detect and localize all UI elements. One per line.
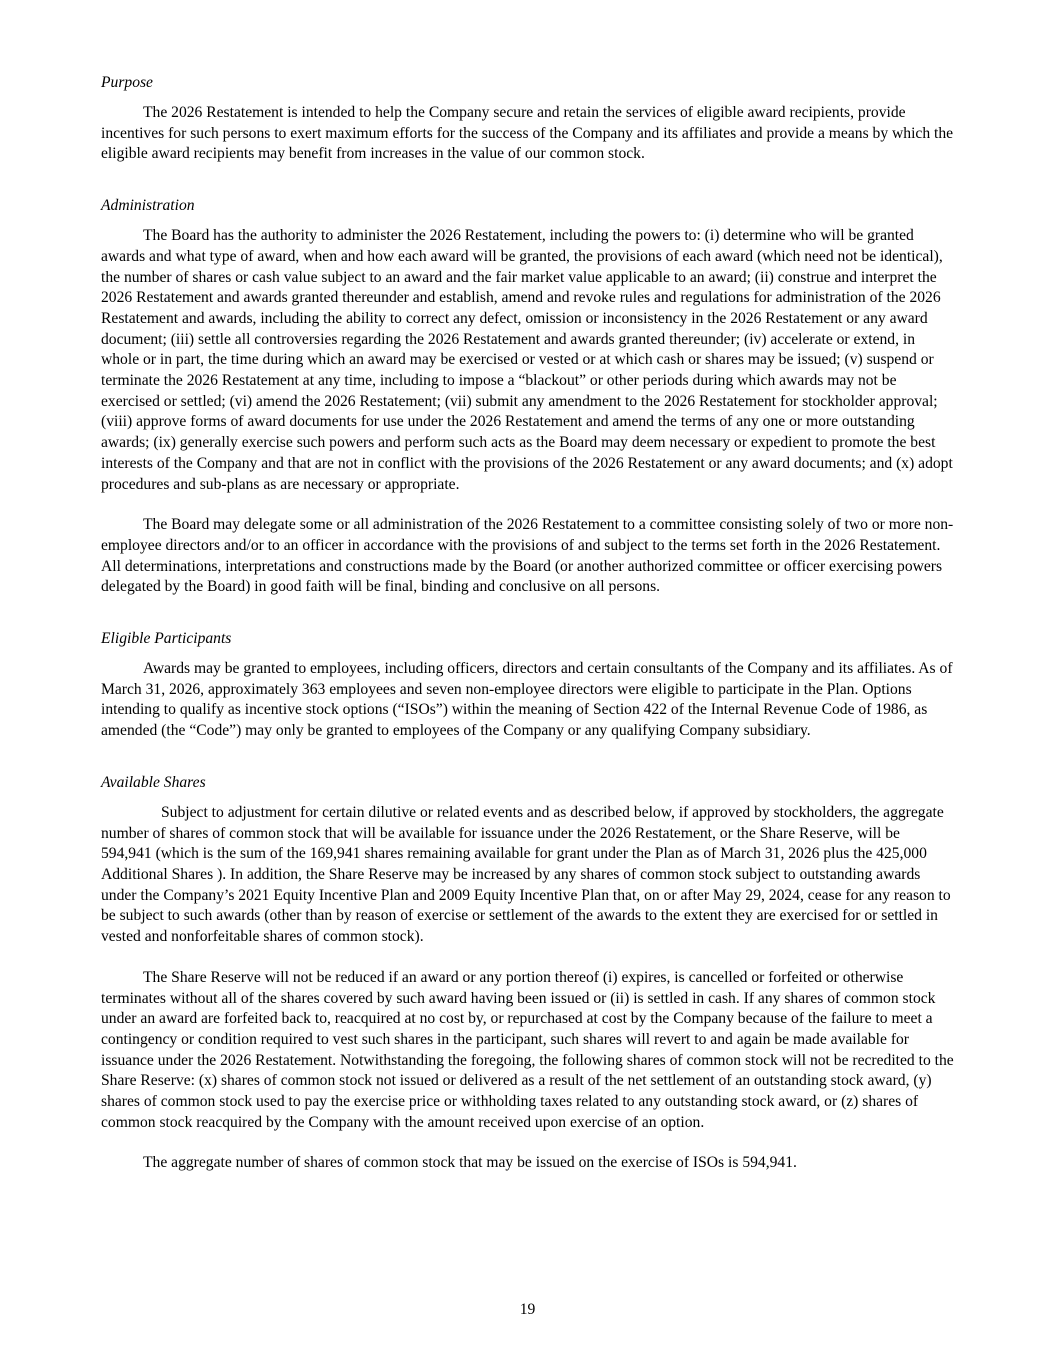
administration-paragraph-powers: The Board has the authority to administer the 2026 Restatement, including the powers to: (i) determine who will be granted awards and what type of award, when and how each award will be granted, the provisions of each award (which need not be identical), the number of shares or cash value subject to an award and the fair market value applicable to an award; (ii) construe and interpret the 2026 Restatement and awards granted thereunder and establish, amend and revoke rules and regulations for administration of the 2026 Restatement and awards, including the ability to correct any defect, omission or inconsistency in the 2026 Restatement or any award document; (iii) settle all controversies regarding the 2026 Restatement and awards granted thereunder; (iv) accelerate or extend, in whole or in part, the time during which an award may be exercised or vested or at which cash or shares may be issued; (v) suspend or terminate the 2026 Restatement at any time, including to impose a “blackout” or other periods during which awards may not be exercised or settled; (vi) amend the 2026 Restatement; (vii) submit any amendment to the 2026 Restatement for stockholder approval; (viii) approve forms of award documents for use under the 2026 Restatement and amend the terms of any one or more outstanding awards; (ix) generally exercise such powers and perform such acts as the Board may deem necessary or expedient to promote the best interests of the Company and that are not in conflict with the provisions of the 2026 Restatement or any award documents; and (x) adopt procedures and sub-plans as are necessary or appropriate. [101,227,953,493]
available-shares-paragraph-isos: The aggregate number of shares of common stock that may be issued on the exercise of ISOs is 594,941. [143,1154,797,1172]
available-shares-paragraph-recredit: The Share Reserve will not be reduced if an award or any portion thereof (i) expires, is cancelled or forfeited or otherwise terminates without all of the shares covered by such award having been issued or (ii) is settled in cash. If any shares of common stock under an award are forfeited back to, reacquired at no cost by, or repurchased at cost by the Company because of the failure to meet a contingency or condition required to vest such shares in the participant, such shares will revert to and again be made available for issuance under the 2026 Restatement. Notwithstanding the foregoing, the following shares of common stock will not be recredited to the Share Reserve: (x) shares of common stock not issued or delivered as a result of the net settlement of an outstanding stock award, (y) shares of common stock used to pay the exercise price or withholding taxes related to any outstanding stock award, or (z) shares of common stock reacquired by the Company with the amount received upon exercise of an option. [101,968,954,1131]
section-heading-eligible-participants: Eligible Participants [101,630,232,648]
eligible-participants-paragraph: Awards may be granted to employees, including officers, directors and certain consultants of the Company and its affiliates. As of March 31, 2026, approximately 363 employees and seven non-employee directors were eligible to participate in the Plan. Options intending to qualify as incentive stock options (“ISOs”) within the meaning of Section 422 of the Internal Revenue Code of 1986, as amended (the “Code”) may only be granted to employees of the Company or any qualifying Company subsidiary. [101,660,953,740]
document-body [101,72,954,1174]
section-heading-purpose: Purpose [101,74,153,91]
administration-paragraph-delegation: The Board may delegate some or all administration of the 2026 Restatement to a committee consisting solely of two or more non-employee directors and/or to an officer in accordance with the provisions of and subject to the terms set forth in the 2026 Restatement. All determinations, interpretations and constructions made by the Board (or another authorized committee or officer exercising powers delegated by the Board) in good faith will be final, binding and conclusive on all persons. [101,516,954,596]
page-number: 19 [519,1301,536,1318]
purpose-paragraph: The 2026 Restatement is intended to help the Company secure and retain the services of eligible award recipients, provide incentives for such persons to exert maximum efforts for the success of the Company and its affiliates and provide a means by which the eligible award recipients may benefit from increases in the value of our common stock. [101,104,954,163]
available-shares-paragraph-reserve: Subject to adjustment for certain dilutive or related events and as described below, if approved by stockholders, the aggregate number of shares of common stock that will be available for issuance under the 2026 Restatement, or the Share Reserve, will be 594,941 (which is the sum of the 169,941 shares remaining available for grant under the Plan as of March 31, 2026 plus the 425,000 Additional Shares ). In addition, the Share Reserve may be increased by any shares of common stock subject to outstanding awards under the Company’s 2021 Equity Incentive Plan and 2009 Equity Incentive Plan that, on or after May 29, 2024, cease for any reason to be subject to such awards (other than by reason of exercise or settlement of the awards to the extent they are exercised for or settled in vested and nonforfeitable shares of common stock). [101,803,951,946]
section-heading-available-shares: Available Shares [101,773,206,791]
section-heading-administration: Administration [101,197,195,215]
